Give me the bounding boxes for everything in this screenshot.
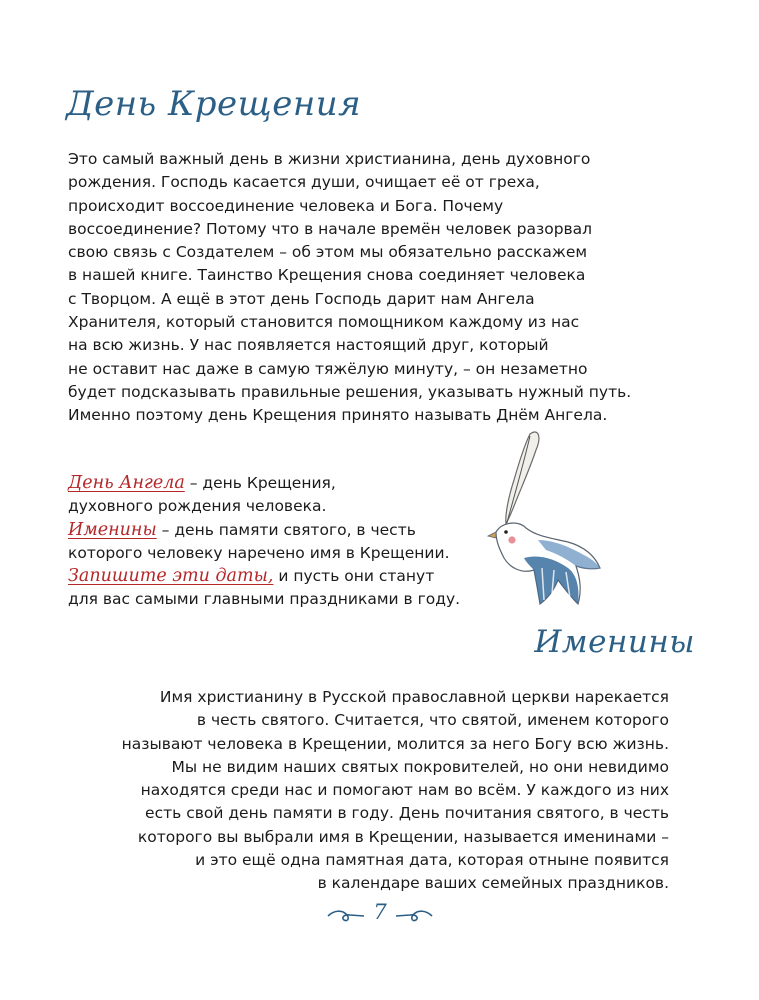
definition-text: для вас самыми главными праздниками в году. bbox=[68, 590, 461, 609]
text-line: и это ещё одна памятная дата, которая отныне появится bbox=[195, 851, 669, 870]
text-line: в нашей книге. Таинство Крещения снова соединяет человека bbox=[68, 266, 586, 285]
definition-angel-day bbox=[68, 472, 468, 495]
text-line: рождения. Господь касается души, очищает её от греха, bbox=[68, 173, 540, 192]
text-line: находятся среди нас и помогают нам во всём. У каждого из них bbox=[140, 781, 669, 800]
text-line: Мы не видим наших святых покровителей, но они невидимо bbox=[171, 757, 669, 776]
text-line: Это самый важный день в жизни христианина, день духовного bbox=[68, 150, 591, 168]
term-note: Запишите эти даты, bbox=[68, 566, 274, 587]
text-line: не оставит нас даже в самую тяжёлую минуту, – он незаметно bbox=[68, 359, 588, 378]
text-line: на всю жизнь. У нас появляется настоящий друг, который bbox=[68, 336, 549, 355]
text-line: в календаре ваших семейных праздников. bbox=[317, 874, 669, 893]
text-line: Имя христианину в Русской православной церкви нарекается bbox=[159, 688, 669, 706]
page-number-ornament bbox=[320, 900, 440, 930]
definition-nameday bbox=[68, 519, 468, 542]
dove-with-quill-icon bbox=[478, 428, 608, 610]
text-line: происходит воссоединение человека и Бога. Почему bbox=[68, 196, 504, 215]
page-number: 7 bbox=[373, 900, 387, 924]
text-line: которого вы выбрали имя в Крещении, называется именинами – bbox=[137, 827, 669, 846]
page-title-baptism-day: День Крещения bbox=[66, 84, 362, 124]
term-nameday: Именины bbox=[68, 519, 157, 540]
text-line: Хранителя, который становится помощником каждому из нас bbox=[68, 313, 580, 332]
definition-text: – день памяти святого, в честь bbox=[156, 520, 416, 539]
text-line: Именно поэтому день Крещения принято называть Днём Ангела. bbox=[68, 406, 608, 425]
dove-icon bbox=[488, 523, 600, 604]
text-line: с Творцом. А ещё в этот день Господь дарит нам Ангела bbox=[68, 289, 535, 308]
text-line: свою связь с Создателем – об этом мы обязательно расскажем bbox=[68, 243, 588, 262]
definition-text: – день Крещения, bbox=[184, 474, 336, 492]
text-line: будет подсказывать правильные решения, указывать нужный путь. bbox=[68, 382, 632, 401]
text-line: есть свой день памяти в году. День почитания святого, в честь bbox=[145, 804, 669, 823]
text-line: в честь святого. Считается, что святой, именем которого bbox=[196, 711, 669, 730]
definition-text: и пусть они станут bbox=[273, 567, 435, 586]
definition-text: которого человеку наречено имя в Крещении. bbox=[68, 543, 450, 562]
intro-paragraph bbox=[68, 148, 632, 428]
definition-note bbox=[68, 565, 468, 588]
quill-icon bbox=[504, 432, 539, 532]
definitions-block bbox=[68, 472, 468, 612]
term-angel-day: День Ангела bbox=[68, 473, 185, 493]
section-title-nameday: Именины bbox=[534, 624, 695, 660]
nameday-paragraph bbox=[109, 686, 669, 896]
definition-text: духовного рождения человека. bbox=[68, 497, 327, 516]
text-line: воссоединение? Потому что в начале времён человек разорвал bbox=[68, 219, 593, 238]
text-line: называют человека в Крещении, молится за него Богу всю жизнь. bbox=[121, 734, 669, 753]
